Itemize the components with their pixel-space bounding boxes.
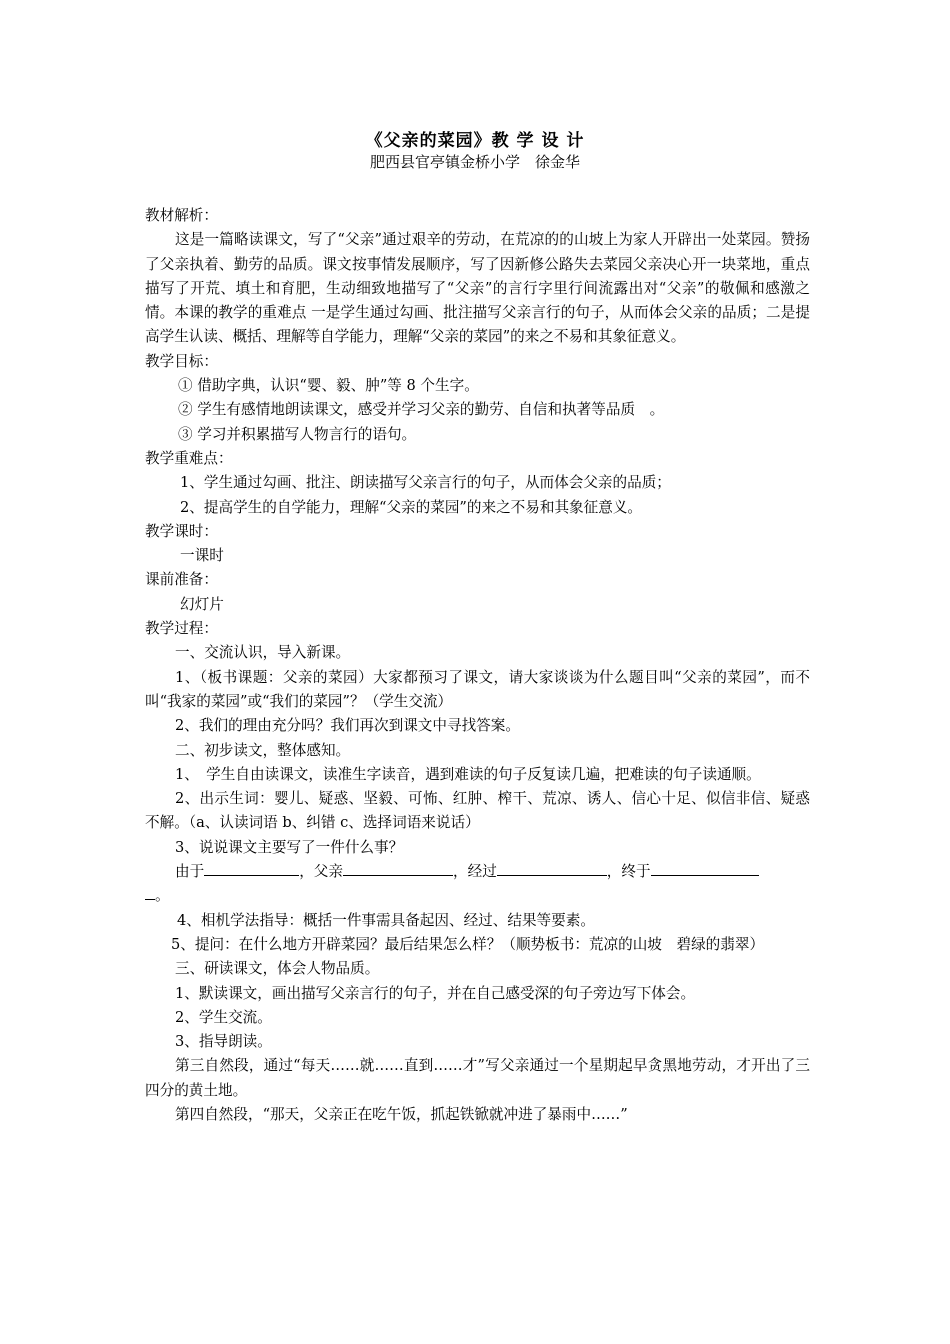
time-value: 一课时 xyxy=(180,547,224,565)
step-2: 二、初步读文，整体感知。 xyxy=(175,741,351,759)
fill-label-4: ，终于 xyxy=(606,863,651,881)
key-heading: 教学重难点： xyxy=(145,449,233,467)
fill-blank-5 xyxy=(145,885,155,900)
goals-heading: 教学目标： xyxy=(145,352,218,370)
fill-blank-2 xyxy=(343,861,453,876)
fill-blank-1 xyxy=(204,861,299,876)
fill-blank-4 xyxy=(651,861,759,876)
step-2-4: 4、相机学法指导：概括一件事需具备起因、经过、结果等要素。 xyxy=(177,911,595,929)
fill-label-1: 由于 xyxy=(175,863,205,881)
fill-end-mark: 。 xyxy=(155,887,170,905)
step-3: 三、研读课文，体会人物品质。 xyxy=(175,960,380,978)
prep-heading: 课前准备： xyxy=(145,571,218,589)
analysis-text: 这是一篇略读课文，写了“父亲”通过艰辛的劳动，在荒凉的的山坡上为家人开辟出一处菜园。赞扬了父亲执着、勤劳的品质。课文按事情发展顺序，写了因新修公路失去菜园父亲决心开一块菜地，重点描写了开荒、填土和育肥，生动细致地描写了“父亲”的言行字里行间流露出对“父亲”的敬佩和感激之情。本课的教学的重难点 一是学生通过勾画、批注描写父亲言行的句子，从而体会父亲的品质；二是提高学生认读、概括、理解等自学能力，理解“父亲的菜园”的来之不易和其象征意义。 xyxy=(145,231,810,346)
document-author: 肥西县官亭镇金桥小学 徐金华 xyxy=(369,153,580,171)
analysis-heading: 教材解析： xyxy=(145,207,218,224)
paragraph-3-note: 第三自然段，通过“每天……就……直到……才”写父亲通过一个星期起早贪黑地劳动，才开出了三四分的黄土地。 xyxy=(145,1057,810,1099)
step-1: 一、交流认识，导入新课。 xyxy=(175,644,351,662)
step-2-2: 2、出示生词：婴儿、疑惑、坚毅、可怖、红肿、榨干、荒凉、诱人、信心十足、似信非信、疑惑不解。（a、认读词语 b、纠错 c、选择词语来说话） xyxy=(145,790,810,832)
document-title: 《父亲的菜园》教 学 设 计 xyxy=(365,131,585,151)
fill-in-line xyxy=(145,860,810,884)
fill-blank-3 xyxy=(497,861,607,876)
process-heading: 教学过程： xyxy=(145,620,218,638)
goal-item-3: ③ 学习并积累描写人物言行的语句。 xyxy=(178,425,417,443)
fill-in-line-end xyxy=(145,884,810,908)
time-heading: 教学课时： xyxy=(145,522,218,540)
key-item-1: 1、学生通过勾画、批注、朗读描写父亲言行的句子，从而体会父亲的品质； xyxy=(180,474,671,492)
step-3-1: 1、默读课文，画出描写父亲言行的句子，并在自己感受深的句子旁边写下体会。 xyxy=(175,984,696,1002)
paragraph-4-note: 第四自然段，“那天，父亲正在吃午饭，抓起铁锨就冲进了暴雨中……” xyxy=(175,1105,628,1123)
step-2-3: 3、说说课文主要写了一件什么事？ xyxy=(175,838,404,856)
step-2-5: 5、提问：在什么地方开辟菜园？最后结果怎么样？（顺势板书：荒凉的山坡 碧绿的翡翠） xyxy=(171,935,765,953)
prep-value: 幻灯片 xyxy=(180,595,224,613)
fill-label-3: ，经过 xyxy=(453,863,497,881)
key-item-2: 2、提高学生的自学能力，理解“父亲的菜园”的来之不易和其象征意义。 xyxy=(180,498,643,516)
fill-label-2: ，父亲 xyxy=(299,863,343,881)
step-2-1: 1、 学生自由读课文，读准生字读音，遇到难读的句子反复读几遍，把难读的句子读通顺。 xyxy=(175,765,761,783)
step-3-3: 3、指导朗读。 xyxy=(175,1033,272,1051)
document-body xyxy=(145,204,810,1127)
goal-item-2: ② 学生有感情地朗读课文，感受并学习父亲的勤劳、自信和执著等品质 。 xyxy=(178,401,665,419)
step-1-2: 2、我们的理由充分吗？我们再次到课文中寻找答案。 xyxy=(175,717,520,735)
step-3-2: 2、学生交流。 xyxy=(175,1008,272,1026)
goal-item-1: ① 借助字典，认识“婴、毅、肿”等 8 个生字。 xyxy=(178,377,479,395)
step-1-1: 1、（板书课题：父亲的菜园）大家都预习了课文，请大家谈谈为什么题目叫“父亲的菜园”，而不叫“我家的菜园”或“我们的菜园”？（学生交流） xyxy=(145,668,810,710)
